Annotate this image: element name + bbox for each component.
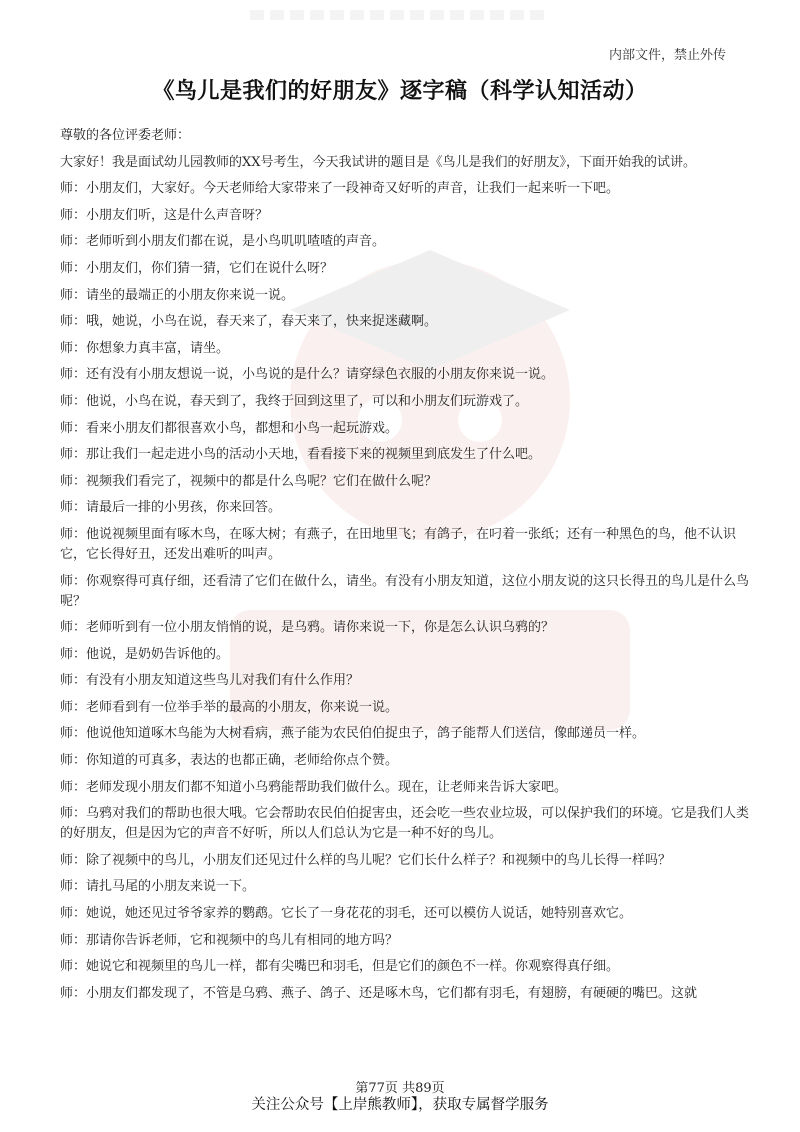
paragraph: 师：那请你告诉老师，它和视频中的鸟儿有相同的地方吗？ xyxy=(60,932,399,948)
document-body xyxy=(60,126,750,1010)
paragraph: 师：小朋友们听，这是什么声音呀？ xyxy=(60,207,269,223)
paragraph: 师：哦，她说，小鸟在说，春天来了，春天来了，快来捉迷藏啊。 xyxy=(60,314,438,330)
paragraph: 师：除了视频中的鸟儿，小朋友们还见过什么样的鸟儿呢？它们长什么样子？和视频中的鸟儿长得一样吗？ xyxy=(60,852,672,868)
paragraph: 师：小朋友们，你们猜一猜，它们在说什么呀？ xyxy=(60,260,334,276)
paragraph: 师：你想象力真丰富，请坐。 xyxy=(60,340,230,356)
paragraph: 师：老师发现小朋友们都不知道小乌鸦能帮助我们做什么。现在，让老师来告诉大家吧。 xyxy=(60,779,568,795)
paragraph: 尊敬的各位评委老师： xyxy=(60,128,191,143)
paragraph: 师：请最后一排的小男孩，你来回答。 xyxy=(60,500,282,516)
confidential-label: 内部文件，禁止外传 xyxy=(608,48,726,63)
paragraph: 师：老师听到小朋友们都在说，是小鸟叽叽喳喳的声音。 xyxy=(60,234,386,250)
paragraph: 师：看来小朋友们都很喜欢小鸟，都想和小鸟一起玩游戏。 xyxy=(60,420,399,436)
document-title: 《鸟儿是我们的好朋友》逐字稿（科学认知活动） xyxy=(152,79,648,104)
paragraph: 师：他说，是奶奶告诉他的。 xyxy=(60,646,230,662)
paragraph: 师：老师看到有一位举手举的最高的小朋友，你来说一说。 xyxy=(60,699,399,715)
paragraph: 师：老师听到有一位小朋友悄悄的说，是乌鸦。请你来说一下，你是怎么认识乌鸦的？ xyxy=(60,620,555,636)
paragraph: 师：小朋友们，大家好。今天老师给大家带来了一段神奇又好听的声音，让我们一起来听一下吧。 xyxy=(60,181,620,197)
page-indicator: 第77页 共89页 xyxy=(355,1081,445,1096)
paragraph: 师：请扎马尾的小朋友来说一下。 xyxy=(60,879,256,895)
paragraph: 师：你观察得可真仔细，还看清了它们在做什么，请坐。有没有小朋友知道，这位小朋友说的这只长得丑的鸟儿是什么鸟呢？ xyxy=(60,573,750,609)
paragraph: 师：她说，她还见过爷爷家养的鹦鹉。它长了一身花花的羽毛，还可以模仿人说话，她特别喜欢它。 xyxy=(60,906,633,922)
header-decoration xyxy=(250,10,550,20)
paragraph: 师：他说视频里面有啄木鸟，在啄大树；有燕子，在田地里飞；有鸽子，在叼着一张纸；还有一种黑色的鸟，他不认识它，它长得好丑，还发出难听的叫声。 xyxy=(60,526,737,562)
paragraph: 师：他说他知道啄木鸟能为大树看病，燕子能为农民伯伯捉虫子，鸽子能帮人们送信，像邮递员一样。 xyxy=(60,726,646,742)
paragraph: 师：视频我们看完了，视频中的都是什么鸟呢？它们在做什么呢？ xyxy=(60,473,438,489)
paragraph: 师：乌鸦对我们的帮助也很大哦。它会帮助农民伯伯捉害虫，还会吃一些农业垃圾，可以保护我们的环境。它是我们人类的好朋友，但是因为它的声音不好听，所以人们总认为它是一种不好的鸟儿。 xyxy=(60,806,750,842)
paragraph: 师：你知道的可真多，表达的也都正确，老师给你点个赞。 xyxy=(60,753,399,769)
paragraph: 师：请坐的最端正的小朋友你来说一说。 xyxy=(60,287,295,303)
paragraph: 师：有没有小朋友知道这些鸟儿对我们有什么作用？ xyxy=(60,673,360,689)
paragraph: 师：他说，小鸟在说，春天到了，我终于回到这里了，可以和小朋友们玩游戏了。 xyxy=(60,393,529,409)
paragraph: 大家好！我是面试幼儿园教师的XX号考生，今天我试讲的题目是《鸟儿是我们的好朋友》，下面开始我的试讲。 xyxy=(60,154,697,170)
promo-text: 关注公众号【上岸熊教师】，获取专属督学服务 xyxy=(251,1097,549,1113)
paragraph: 师：那让我们一起走进小鸟的活动小天地，看看接下来的视频里到底发生了什么吧。 xyxy=(60,447,542,463)
paragraph: 师：小朋友们都发现了，不管是乌鸦、燕子、鸽子、还是啄木鸟，它们都有羽毛，有翅膀，有硬硬的嘴巴。这就 xyxy=(60,985,698,1001)
paragraph: 师：还有没有小朋友想说一说，小鸟说的是什么？请穿绿色衣服的小朋友你来说一说。 xyxy=(60,367,555,383)
paragraph: 师：她说它和视频里的鸟儿一样，都有尖嘴巴和羽毛，但是它们的颜色不一样。你观察得真仔细。 xyxy=(60,959,620,975)
